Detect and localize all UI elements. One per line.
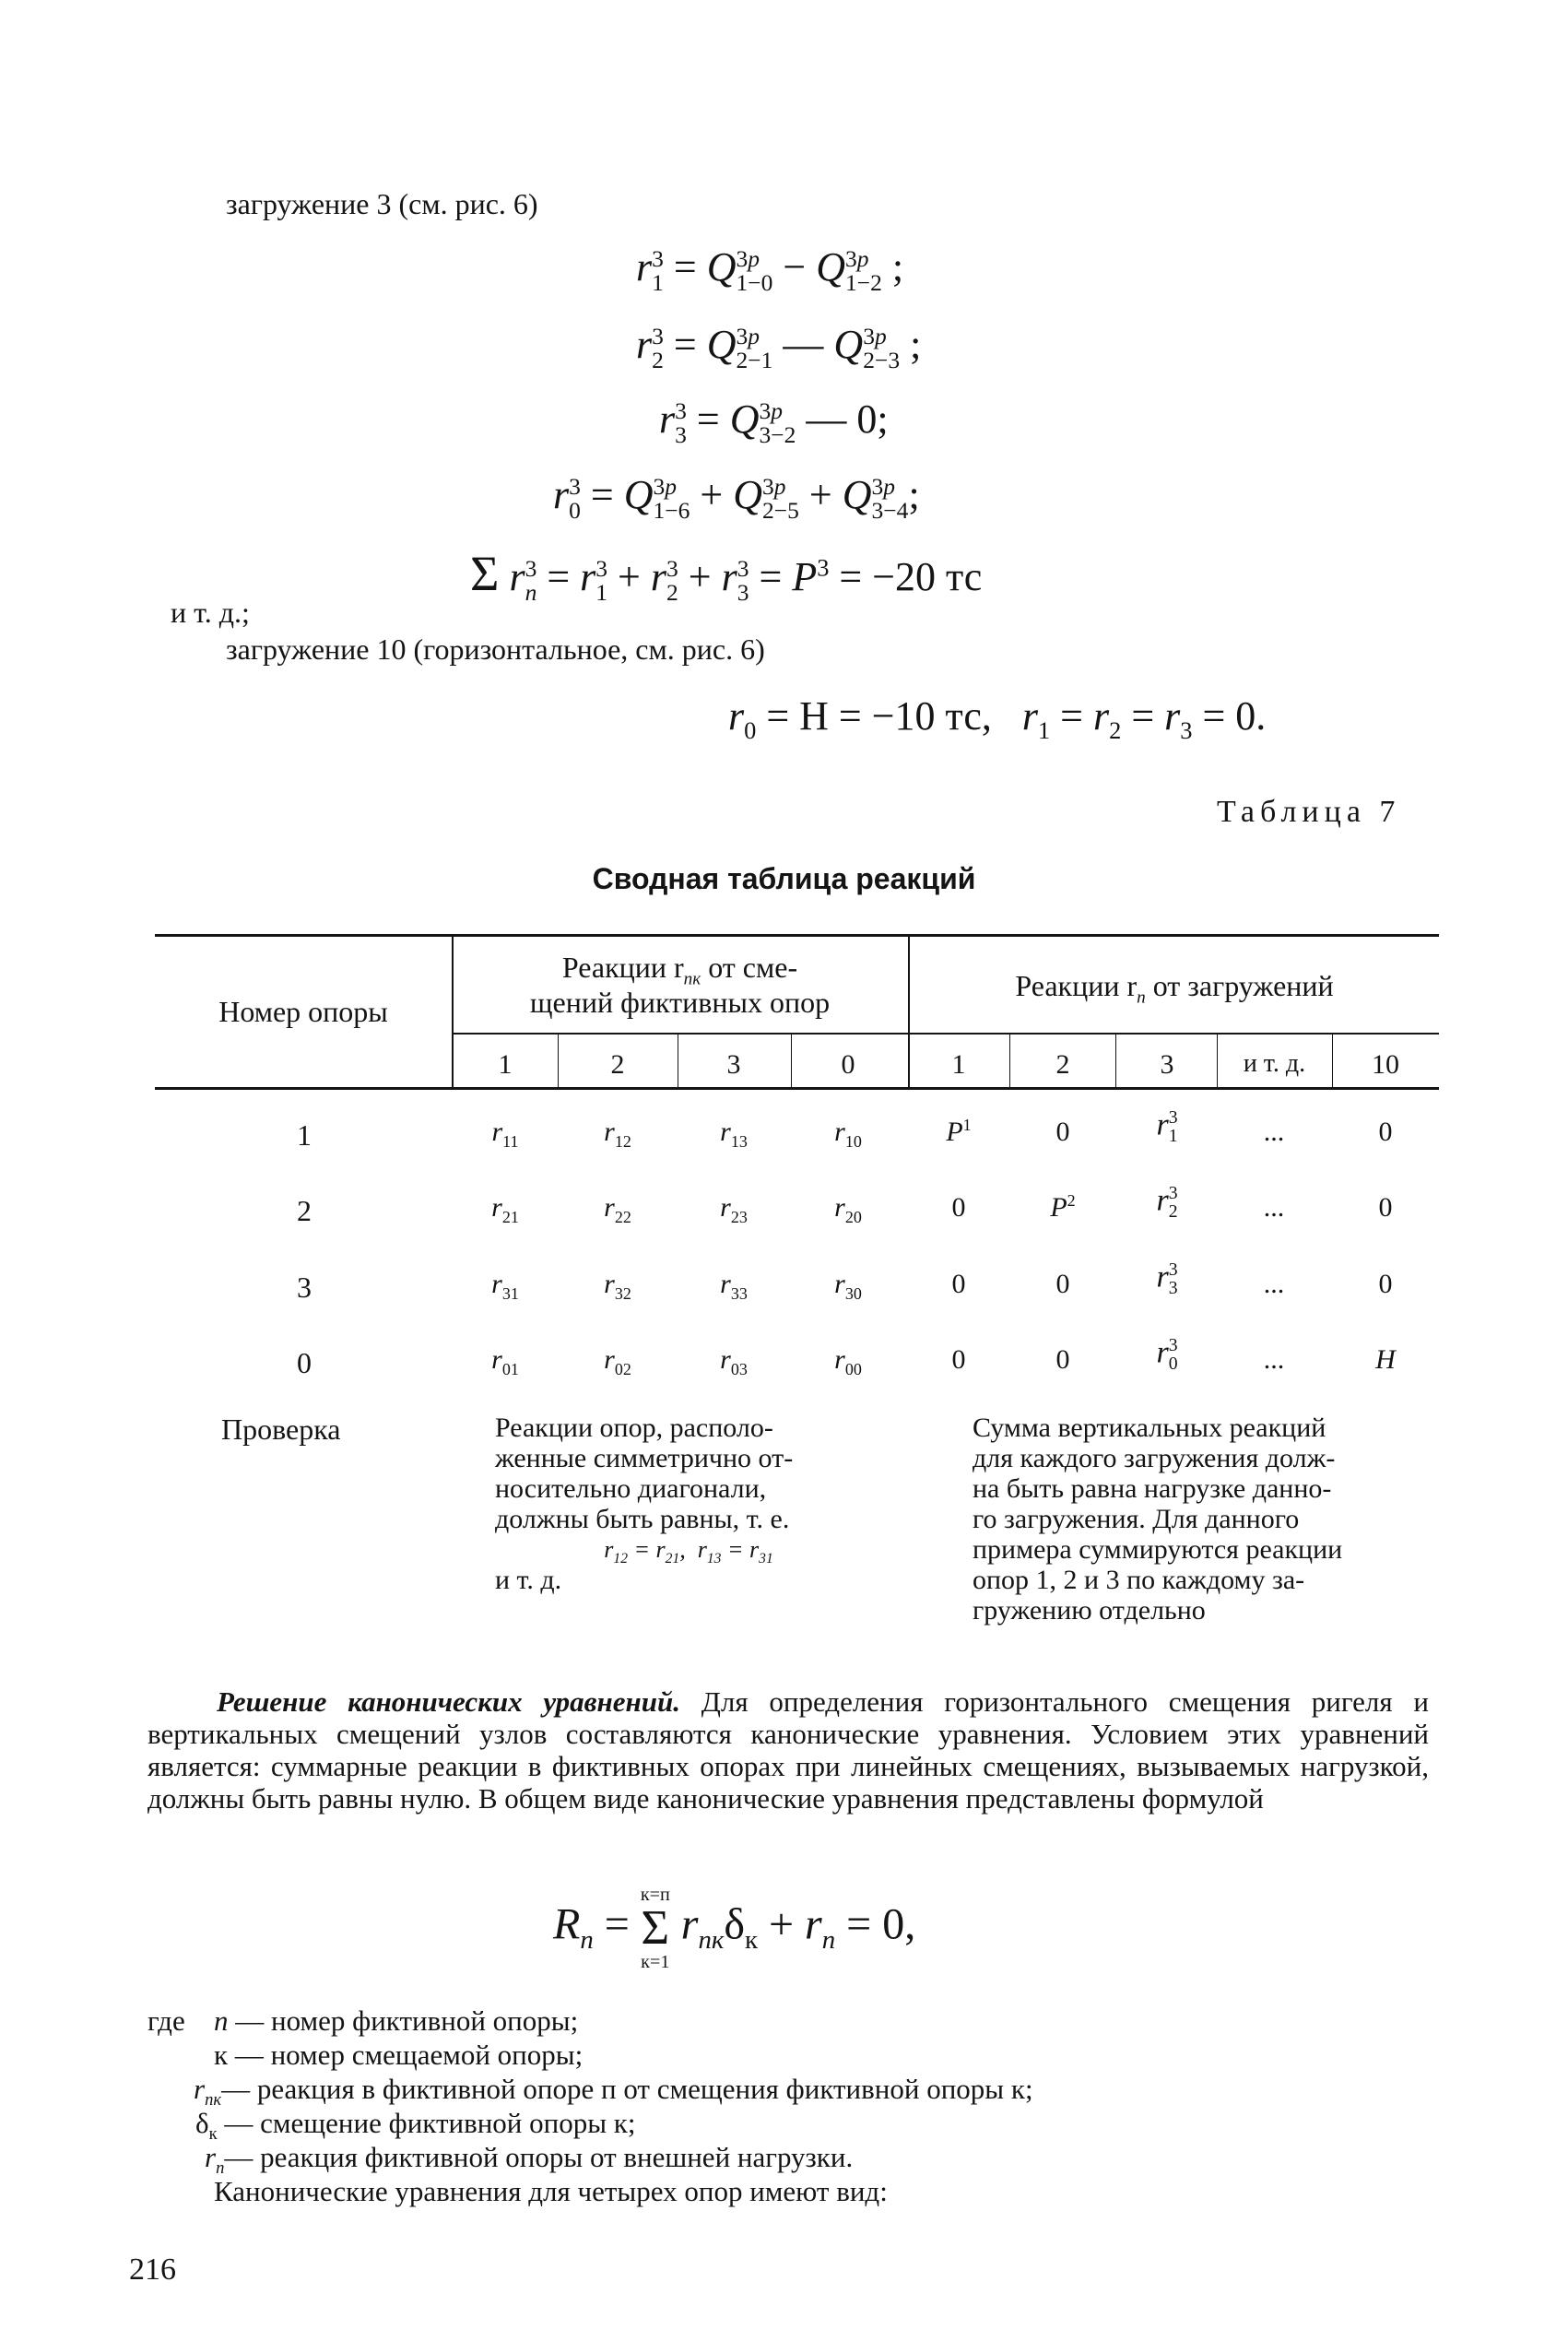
cell-displacement-reaction: $r_{02}$ <box>604 1344 631 1378</box>
cell-load-reaction: r 3 1 <box>1156 1107 1178 1146</box>
cell-load-reaction: r 3 0 <box>1156 1335 1178 1374</box>
equation-r2: r 3 2 = Q 3p 2−1 — Q 3p 2−3 ; <box>636 322 922 373</box>
cell-load-reaction: 0 <box>1378 1269 1393 1299</box>
cell-load-reaction: r 3 3 <box>1156 1259 1178 1298</box>
equation-r3: r 3 3 = Q 3p 3−2 — 0; <box>659 396 889 448</box>
sub-sep <box>1332 1035 1333 1087</box>
cell-load-reaction: $P^2$ <box>1050 1191 1076 1223</box>
header-group-loads: Реакции $r_п$ от загружений <box>1015 969 1334 1008</box>
table-title: Сводная таблица реакций <box>592 862 976 895</box>
check-right-note: Сумма вертикальных реакций для каждого загружения долж- на быть равна нагрузке данно- го загружения. Для данного примера суммируются реакции опор 1, 2 и 3 по каждому за- гружению отдельно <box>973 1413 1343 1626</box>
cell-load-reaction: 0 <box>1055 1344 1070 1375</box>
cell-load-reaction: $P^1$ <box>946 1116 972 1147</box>
etc-text: и т. д.; <box>171 596 250 629</box>
load3-intro: загружение 3 (см. рис. 6) <box>226 187 538 220</box>
cell-displacement-reaction: $r_{12}$ <box>604 1117 631 1151</box>
cell-load-reaction: 0 <box>1378 1117 1393 1147</box>
cell-displacement-reaction: $r_{01}$ <box>491 1344 519 1378</box>
cell-load-reaction: 0 <box>951 1192 966 1223</box>
closing-line: Канонические уравнения для четырех опор имеют вид: <box>214 2175 888 2207</box>
cell-load-reaction: 0 <box>1055 1269 1070 1299</box>
cell-displacement-reaction: $r_{32}$ <box>604 1269 631 1303</box>
check-left-note: Реакции опор, располо- женные симметрично от- носительно диагонали, должны быть равны, т. е. $r_{12} = r_{21}$, $r_{13} = r_{31}$ и т. д. <box>495 1413 794 1595</box>
cell-displacement-reaction: $r_{21}$ <box>491 1192 519 1226</box>
header-group-displacements: Реакции $r_{пк}$ от сме- щений фиктивных опор <box>529 951 831 1019</box>
cell-load-reaction: ... <box>1263 1117 1285 1147</box>
table-divider-2 <box>908 936 910 1089</box>
canonical-formula: $R_п$ = к=п Σ к=1 $r_{пк}\delta_к + r_п = 0$, <box>553 1885 916 1972</box>
cell-displacement-reaction: $r_{03}$ <box>720 1344 748 1378</box>
equation-sum: Σ r 3 п = r 3 1 + r 3 2 + r 3 3 = $P^3 = -20$ тс <box>470 546 983 606</box>
sub-sep <box>558 1035 559 1087</box>
page-number: 216 <box>129 2252 176 2287</box>
cell-displacement-reaction: $r_{13}$ <box>720 1117 748 1151</box>
row-support-number: 3 <box>297 1271 312 1304</box>
row-support-number: 0 <box>297 1346 312 1379</box>
cell-load-reaction: 0 <box>951 1269 966 1299</box>
canonical-paragraph: Решение канонических уравнений. Для определения горизонтального смещения ригеля и вертикальных смещений узлов составляются канонические уравнения. Условием этих уравнений является: суммарные реакции в фиктивных опорах при линейных смещениях, вызываемых нагрузкой, должны быть равны нулю. В общем виде канонические уравнения представлены формулой <box>147 1685 1429 1815</box>
sub-sep <box>791 1035 792 1087</box>
cell-load-reaction: r 3 2 <box>1156 1183 1178 1222</box>
cell-load-reaction: H <box>1375 1344 1396 1375</box>
subcol-right-etc: и т. д. <box>1243 1049 1306 1078</box>
load10-intro: загружение 10 (горизонтальное, см. рис. 6) <box>226 633 765 666</box>
sub-sep <box>1009 1035 1010 1087</box>
cell-load-reaction: 0 <box>1378 1192 1393 1223</box>
definition-k: к — номер смещаемой опоры; <box>214 2039 584 2071</box>
cell-displacement-reaction: $r_{20}$ <box>834 1192 862 1226</box>
equation-r1: r 3 1 = Q 3p 1−0 − Q 3p 1−2 ; <box>636 244 904 296</box>
table-header-rule <box>155 1087 1439 1090</box>
row-support-number: 2 <box>297 1194 312 1227</box>
subcol-left-3: 3 <box>726 1049 741 1080</box>
subcol-left-2: 2 <box>610 1049 625 1080</box>
definition-rnk: $r_{пк}—$ реакция в фиктивной опоре п от смещения фиктивной опоры к; <box>194 2073 1033 2110</box>
equation-load10: $r_0 = H = -10$ тс, $r_1 = r_2 = r_3 = 0$. <box>728 693 1267 744</box>
cell-load-reaction: 0 <box>951 1344 966 1375</box>
cell-displacement-reaction: $r_{00}$ <box>834 1344 862 1378</box>
row-support-number: 1 <box>297 1118 312 1152</box>
subcol-left-1: 1 <box>498 1049 513 1080</box>
equation-r0: r 3 0 = Q 3p 1−6 + Q 3p 2−5 + Q 3p 3−4 ; <box>553 472 920 524</box>
cell-displacement-reaction: $r_{23}$ <box>720 1192 748 1226</box>
cell-load-reaction: 0 <box>1055 1117 1070 1147</box>
cell-load-reaction: ... <box>1263 1269 1285 1299</box>
subcol-right-10: 10 <box>1372 1049 1399 1080</box>
subcol-right-2: 2 <box>1055 1049 1070 1080</box>
where-word: где <box>147 2004 185 2037</box>
table-label: Таблица 7 <box>1217 795 1401 829</box>
table-mid-rule <box>452 1033 1439 1035</box>
cell-displacement-reaction: $r_{31}$ <box>491 1269 519 1303</box>
cell-displacement-reaction: $r_{33}$ <box>720 1269 748 1303</box>
definition-delta: $\delta_к$ — смещение фиктивной опоры к; <box>195 2107 636 2145</box>
definition-n: п — номер фиктивной опоры; <box>214 2004 579 2037</box>
subcol-right-3: 3 <box>1160 1049 1174 1080</box>
cell-load-reaction: ... <box>1263 1192 1285 1223</box>
header-support-number: Номер опоры <box>218 995 388 1028</box>
table-top-rule <box>155 934 1439 937</box>
cell-displacement-reaction: $r_{22}$ <box>604 1192 631 1226</box>
definition-rn: $r_п—$ реакция фиктивной опоры от внешней нагрузки. <box>205 2141 854 2179</box>
check-label: Проверка <box>221 1413 341 1446</box>
cell-displacement-reaction: $r_{11}$ <box>491 1117 519 1151</box>
subcol-left-0: 0 <box>841 1049 855 1080</box>
sub-sep <box>1115 1035 1116 1087</box>
cell-displacement-reaction: $r_{30}$ <box>834 1269 862 1303</box>
subcol-right-1: 1 <box>951 1049 966 1080</box>
cell-load-reaction: ... <box>1263 1344 1285 1375</box>
cell-displacement-reaction: $r_{10}$ <box>834 1117 862 1151</box>
